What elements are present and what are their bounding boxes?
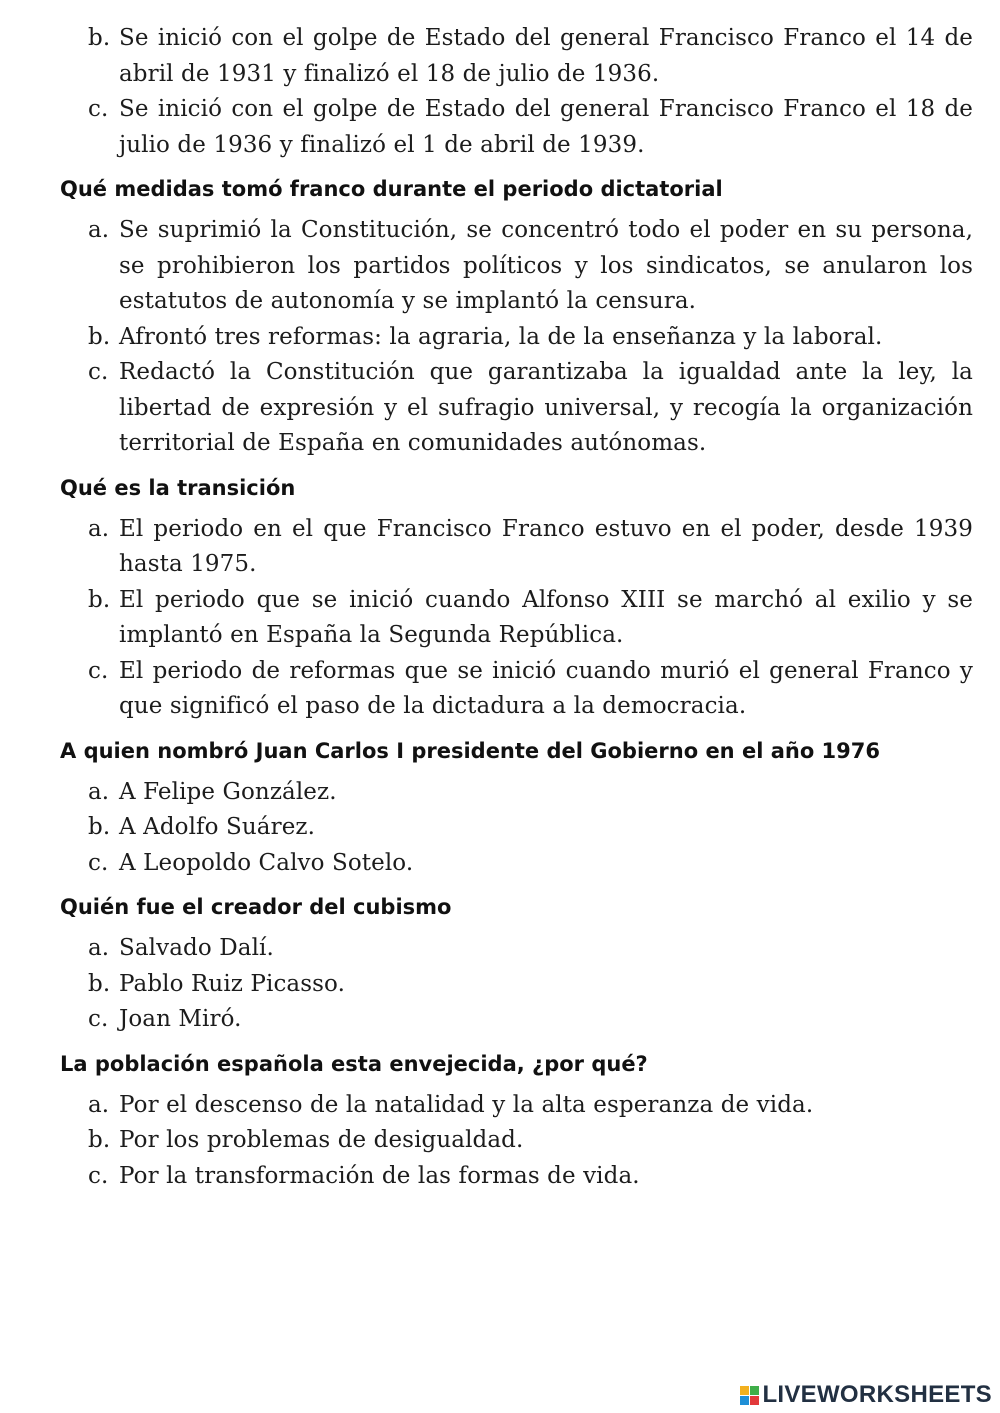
option-letter: c. <box>88 96 109 122</box>
option-c[interactable] <box>88 846 973 882</box>
logo-block-yellow <box>740 1386 749 1395</box>
option-letter: c. <box>88 1006 109 1032</box>
option-text: Por los problemas de desigualdad. <box>119 1127 524 1153</box>
option-text: Pablo Ruiz Picasso. <box>119 970 345 997</box>
option-text: Por el descenso de la natalidad y la alta esperanza de vida. <box>119 1091 814 1118</box>
option-b[interactable] <box>88 1123 973 1159</box>
logo-blocks-icon <box>740 1386 759 1405</box>
option-text: Joan Miró. <box>119 1006 242 1032</box>
option-c[interactable] <box>88 654 973 725</box>
option-a[interactable] <box>88 775 973 811</box>
option-text: Se inició con el golpe de Estado del general Francisco Franco el 14 de abril de 1931 y finalizó el 18 de julio de 1936. <box>119 25 973 87</box>
option-text: A Leopoldo Calvo Sotelo. <box>119 849 414 876</box>
options-transition <box>0 512 1000 725</box>
liveworksheets-logo <box>740 1381 992 1409</box>
option-c[interactable] <box>88 1002 973 1038</box>
option-c[interactable] <box>88 355 973 462</box>
options-cubism <box>0 931 1000 1038</box>
option-b[interactable] <box>88 967 973 1003</box>
option-a[interactable] <box>88 1088 973 1124</box>
option-b[interactable] <box>88 810 973 846</box>
option-text: Se suprimió la Constitución, se concentró todo el poder en su persona, se prohibieron los partidos políticos y los sindicatos, se anularon los estatutos de autonomía y se implantó la censura. <box>119 217 973 314</box>
option-c[interactable] <box>88 92 973 163</box>
option-letter: c. <box>88 359 109 385</box>
option-text: El periodo de reformas que se inició cuando murió el general Franco y que significó el paso de la dictadura a la democracia. <box>119 657 973 719</box>
option-letter: a. <box>88 217 110 243</box>
option-letter: a. <box>88 778 110 805</box>
option-letter: b. <box>88 25 111 51</box>
option-text: Salvado Dalí. <box>119 935 274 961</box>
option-letter: a. <box>88 1091 110 1118</box>
option-text: A Felipe González. <box>119 778 337 805</box>
option-text: Afrontó tres reformas: la agraria, la de la enseñanza y la laboral. <box>119 323 883 350</box>
option-a[interactable] <box>88 512 973 583</box>
option-letter: b. <box>88 1127 111 1153</box>
logo-block-red <box>750 1396 759 1405</box>
question-franco-measures: Qué medidas tomó franco durante el periodo dictatorial <box>60 177 723 201</box>
option-text: Por la transformación de las formas de vida. <box>119 1162 640 1189</box>
question-cubism: Quién fue el creador del cubismo <box>60 895 452 919</box>
option-b[interactable] <box>88 21 973 92</box>
option-b[interactable] <box>88 583 973 654</box>
question-aging-population: La población española esta envejecida, ¿por qué? <box>60 1051 648 1076</box>
option-letter: c. <box>88 1162 109 1189</box>
options-franco-measures <box>0 213 1000 462</box>
option-c[interactable] <box>88 1159 973 1195</box>
option-text: Se inició con el golpe de Estado del general Francisco Franco el 18 de julio de 1936 y finalizó el 1 de abril de 1939. <box>119 96 973 158</box>
option-letter: b. <box>88 323 111 350</box>
option-letter: c. <box>88 657 109 684</box>
option-text: El periodo en el que Francisco Franco estuvo en el poder, desde 1939 hasta 1975. <box>119 515 973 577</box>
option-text: A Adolfo Suárez. <box>119 814 316 840</box>
option-letter: b. <box>88 970 111 997</box>
option-letter: a. <box>88 515 110 542</box>
option-text: El periodo que se inició cuando Alfonso XIII se marchó al exilio y se implantó en España la Segunda República. <box>119 586 973 648</box>
option-letter: a. <box>88 935 110 961</box>
option-letter: b. <box>88 814 111 840</box>
question-president-1976: A quien nombró Juan Carlos I presidente del Gobierno en el año 1976 <box>60 738 881 763</box>
logo-text: LIVEWORKSHEETS <box>762 1381 992 1408</box>
options-president-1976 <box>0 775 1000 882</box>
option-a[interactable] <box>88 213 973 320</box>
option-letter: b. <box>88 586 111 613</box>
option-a[interactable] <box>88 931 973 967</box>
option-text: Redactó la Constitución que garantizaba la igualdad ante la ley, la libertad de expresión y el sufragio universal, y recogía la organización territorial de España en comunidades autónomas. <box>119 359 973 456</box>
option-b[interactable] <box>88 320 973 356</box>
question-transition: Qué es la transición <box>60 475 296 500</box>
continued-options <box>0 0 1000 163</box>
option-letter: c. <box>88 849 109 876</box>
options-aging-population <box>0 1088 1000 1195</box>
logo-block-green <box>750 1386 759 1395</box>
logo-block-blue <box>740 1396 749 1405</box>
